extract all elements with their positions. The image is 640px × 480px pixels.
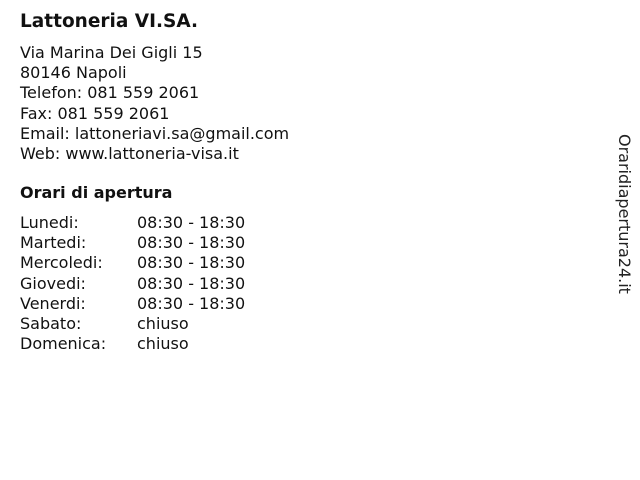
web-line: Web: www.lattoneria-visa.it: [20, 144, 239, 164]
hours-day: Domenica:: [20, 334, 107, 354]
hours-time: 08:30 - 18:30: [137, 253, 246, 273]
hours-day: Sabato:: [20, 313, 82, 333]
hours-day: Venerdi:: [20, 293, 86, 313]
hours-row-wednesday: [20, 253, 245, 273]
hours-time: chiuso: [137, 313, 189, 333]
hours-day: Giovedi:: [20, 273, 86, 293]
hours-row-thursday: [20, 274, 245, 294]
fax-line: Fax: 081 559 2061: [20, 103, 170, 123]
hours-day: Lunedi:: [20, 213, 79, 232]
site-watermark: Oraridiapertura24.it: [615, 134, 634, 294]
opening-hours-table: [20, 213, 245, 354]
hours-row-monday: [20, 213, 245, 233]
hours-row-friday: [20, 294, 245, 314]
hours-row-saturday: [20, 314, 245, 334]
hours-time: 08:30 - 18:30: [137, 293, 246, 313]
address-line: Via Marina Dei Gigli 15: [20, 43, 203, 62]
hours-row-tuesday: [20, 233, 245, 253]
phone-line: Telefon: 081 559 2061: [20, 83, 200, 103]
hours-time: 08:30 - 18:30: [137, 233, 246, 253]
city-line: 80146 Napoli: [20, 63, 127, 83]
business-name: Lattoneria VI.SA.: [20, 11, 199, 32]
hours-day: Mercoledi:: [20, 253, 103, 273]
email-line: Email: lattoneriavi.sa@gmail.com: [20, 123, 290, 143]
opening-hours-heading: Orari di apertura: [20, 183, 173, 202]
hours-time: 08:30 - 18:30: [137, 273, 246, 293]
contact-info: [20, 43, 289, 164]
hours-time: chiuso: [137, 334, 189, 354]
hours-time: 08:30 - 18:30: [137, 213, 246, 232]
hours-row-sunday: [20, 334, 245, 354]
hours-day: Martedi:: [20, 233, 87, 253]
